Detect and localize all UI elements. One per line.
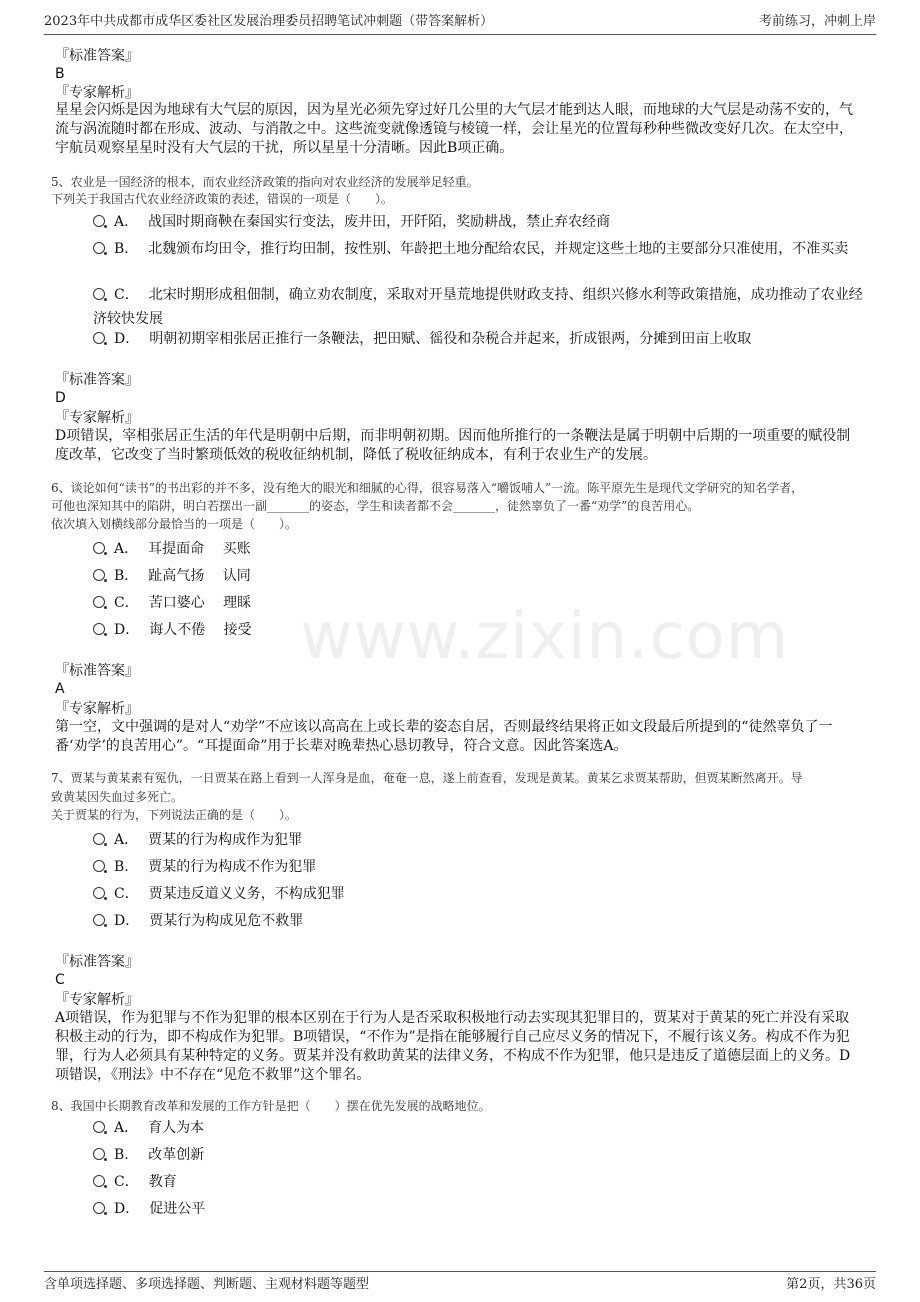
standard-answer-label: 『标准答案』 [55, 954, 139, 970]
expert-analysis-label: 『专家解析』 [55, 85, 139, 101]
radio-icon[interactable] [93, 1148, 105, 1160]
option-d[interactable]: D． 促进公平 [93, 1197, 863, 1221]
question-prompt: 下列关于我国古代农业经济政策的表述，错误的一项是（ ）。 [51, 192, 394, 206]
expert-analysis-label: 『专家解析』 [55, 410, 139, 426]
expert-analysis-text: 星星会闪烁是因为地球有大气层的原因，因为星光必须先穿过好几公里的大气层才能到达人眼，而地球的大气层是动荡不安的，气流与涡流随时都在形成、波动、与消散之中。这些流变就像透镜与棱镜一样，会让星光的位置每秒种些微改变好几次。在太空中，宇航员观察星星时没有大气层的干扰，所以星星十分清晰。因此B项正确。 [55, 102, 853, 156]
standard-answer: A [55, 681, 65, 697]
question-stem-cont: 可他也深知其中的陷阱，明白若摆出一副_______的姿态，学生和读者都不会_______，徒然辜负了一番“劝学”的良苦用心。 [51, 499, 700, 513]
radio-icon[interactable] [93, 332, 105, 344]
radio-icon[interactable] [93, 288, 105, 300]
option-d[interactable]: D． 明朝初期宰相张居正推行一条鞭法，把田赋、徭役和杂税合并起来，折成银两，分摊到田亩上收取 [93, 327, 863, 351]
expert-analysis-label: 『专家解析』 [55, 992, 139, 1008]
option-a[interactable]: A． 战国时期商鞅在秦国实行变法，废井田，开阡陌，奖励耕战，禁止弃农经商 [93, 210, 863, 234]
footer-divider [44, 1271, 876, 1272]
footer-question-types: 含单项选择题、多项选择题、判断题、主观材料题等题型 [44, 1277, 370, 1292]
question-stem: 7、贾某与黄某素有冤仇，一日贾某在路上看到一人浑身是血，奄奄一息，遂上前查看，发现是黄某。黄某乞求贾某帮助，但贾某断然离开。导 [51, 771, 803, 785]
question-stem: 6、谈论如何“读书”的书出彩的并不多，没有绝大的眼光和细腻的心得，很容易落入“嚼饭哺人”一流。陈平原先生是现代文学研究的知名学者， [51, 481, 804, 495]
standard-answer: C [55, 972, 65, 988]
option-b[interactable]: B． 北魏颁布均田令，推行均田制，按性别、年龄把土地分配给农民，并规定这些土地的主要部分只准使用，不准买卖 [93, 237, 863, 261]
option-c[interactable]: C． 北宋时期形成租佃制，确立劝农制度，采取对开垦荒地提供财政支持、组织兴修水利等政策措施，成功推动了农业经济较快发展 [93, 287, 863, 327]
standard-answer: D [55, 390, 66, 406]
option-c[interactable]: C． 贾某违反道义义务，不构成犯罪 [93, 882, 863, 906]
radio-icon[interactable] [93, 623, 105, 635]
radio-icon[interactable] [93, 596, 105, 608]
question-stem-cont: 致黄某因失血过多死亡。 [51, 790, 184, 804]
option-b[interactable]: B． 改革创新 [93, 1143, 863, 1167]
header-title: 2023年中共成都市成华区委社区发展治理委员招聘笔试冲刺题（带答案解析） [44, 14, 494, 29]
question-prompt: 关于贾某的行为，下列说法正确的是（ ）。 [51, 808, 298, 822]
standard-answer-label: 『标准答案』 [55, 663, 139, 679]
question-stem: 5、农业是一国经济的根本，而农业经济政策的指向对农业经济的发展举足轻重。 [51, 175, 479, 189]
radio-icon[interactable] [93, 914, 105, 926]
option-a[interactable]: A． 耳提面命 买账 [93, 537, 863, 561]
radio-icon[interactable] [93, 1121, 105, 1133]
option-b[interactable]: B． 贾某的行为构成不作为犯罪 [93, 855, 863, 879]
expert-analysis-label: 『专家解析』 [55, 701, 139, 717]
question-prompt: 依次填入划横线部分最恰当的一项是（ ）。 [51, 517, 298, 531]
expert-analysis-text: D项错误，宰相张居正生活的年代是明朝中后期，而非明朝初期。因而他所推行的一条鞭法是属于明朝中后期的一项重要的赋役制度改革，它改变了当时繁琐低效的税收征纳机制，降低了税收征纳成本，有利于农业生产的发展。 [55, 428, 851, 463]
page-footer [44, 1273, 876, 1292]
standard-answer-label: 『标准答案』 [55, 48, 139, 64]
option-d[interactable]: D． 贾某行为构成见危不救罪 [93, 909, 863, 933]
radio-icon[interactable] [93, 833, 105, 845]
option-a[interactable]: A． 育人为本 [93, 1116, 863, 1140]
option-a[interactable]: A． 贾某的行为构成作为犯罪 [93, 828, 863, 852]
option-c[interactable]: C． 苦口婆心 理睬 [93, 591, 863, 615]
option-d[interactable]: D． 诲人不倦 接受 [93, 618, 863, 642]
question-stem: 8、我国中长期教育改革和发展的工作方针是把（ ）摆在优先发展的战略地位。 [51, 1099, 491, 1113]
watermark: www.zixin.com [300, 600, 790, 674]
option-c[interactable]: C． 教育 [93, 1170, 863, 1194]
radio-icon[interactable] [93, 1175, 105, 1187]
radio-icon[interactable] [93, 860, 105, 872]
header-divider [44, 34, 876, 35]
radio-icon[interactable] [93, 569, 105, 581]
expert-analysis-text: 第一空，文中强调的是对人“劝学”不应该以高高在上或长辈的姿态自居，否则最终结果将正如文段最后所提到的“徒然辜负了一番‘劝学’的良苦用心”。“耳提面命”用于长辈对晚辈热心恳切教导，符合文意。因此答案选A。 [55, 719, 833, 754]
radio-icon[interactable] [93, 242, 105, 254]
radio-icon[interactable] [93, 887, 105, 899]
expert-analysis-text: A项错误，作为犯罪与不作为犯罪的根本区别在于行为人是否采取积极地行动去实现其犯罪目的，贾某对于黄某的死亡并没有采取积极主动的行为，即不构成作为犯罪。B项错误，“不作为”是指在能够履行自己应尽义务的情况下，不履行该义务。构成不作为犯罪，行为人必须具有某种特定的义务。贾某并没有救助黄某的法律义务，不构成不作为犯罪，他只是违反了道德层面上的义务。D项错误，《刑法》中不存在“见危不救罪”这个罪名。 [55, 1010, 851, 1083]
radio-icon[interactable] [93, 215, 105, 227]
page-number: 第2页，共36页 [786, 1277, 876, 1292]
radio-icon[interactable] [93, 1202, 105, 1214]
standard-answer: B [55, 66, 65, 82]
page-header [44, 10, 876, 34]
radio-icon[interactable] [93, 542, 105, 554]
header-slogan: 考前练习，冲刺上岸 [758, 14, 876, 29]
option-b[interactable]: B． 趾高气扬 认同 [93, 564, 863, 588]
standard-answer-label: 『标准答案』 [55, 372, 139, 388]
